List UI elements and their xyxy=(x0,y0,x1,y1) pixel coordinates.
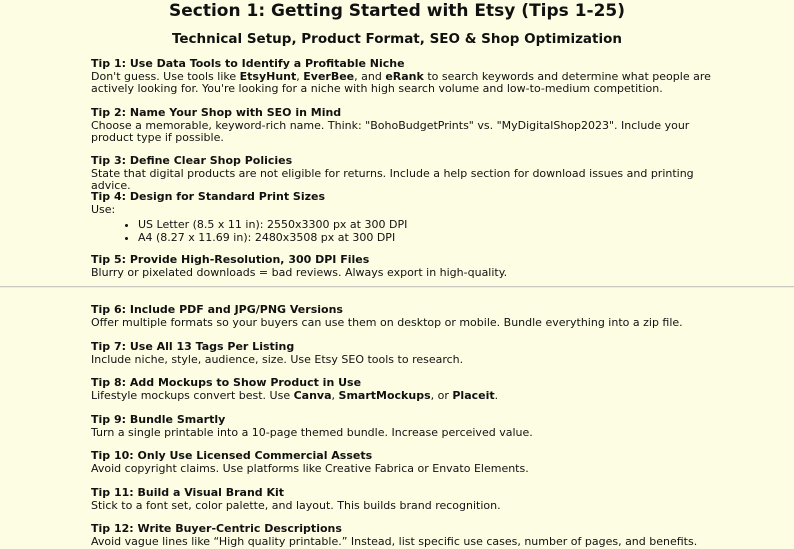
tip-title: Tip 1: Use Data Tools to Identify a Profitable Niche xyxy=(91,57,405,70)
tip-title: Tip 2: Name Your Shop with SEO in Mind xyxy=(91,106,342,119)
tip-body: State that digital products are not eligible for returns. Include a help section for download issues and printing advice. xyxy=(91,166,694,192)
tip-body: Use: xyxy=(91,202,116,216)
tip-body: Blurry or pixelated downloads = bad reviews. Always export in high-quality. xyxy=(91,265,508,279)
tip-5 xyxy=(91,254,731,279)
tip-body xyxy=(91,71,731,96)
tip-1 xyxy=(91,58,731,96)
tip-title: Tip 3: Define Clear Shop Policies xyxy=(91,154,293,167)
tip-body xyxy=(91,390,731,403)
tip-4 xyxy=(91,191,731,244)
tool-canva: Canva xyxy=(293,388,332,402)
tip-body: Turn a single printable into a 10-page themed bundle. Increase perceived value. xyxy=(91,425,533,439)
tip-body: Stick to a font set, color palette, and layout. This builds brand recognition. xyxy=(91,498,501,512)
tip-3 xyxy=(91,155,731,193)
tool-etsyhunt: EtsyHunt xyxy=(239,69,297,83)
tip-title: Tip 12: Write Buyer-Centric Descriptions xyxy=(91,522,342,535)
tool-erank: eRank xyxy=(385,69,424,83)
tip-text: to search keywords and determine what people are actively looking for. You're looking for a niche with high search volume and low-to-medium competition. xyxy=(91,69,711,95)
page-subtitle: Technical Setup, Product Format, SEO & Shop Optimization xyxy=(171,31,623,47)
tip-9 xyxy=(91,414,731,439)
tip-text: . xyxy=(494,388,499,402)
tip-text: , xyxy=(331,388,339,402)
tool-everbee: EverBee xyxy=(303,69,355,83)
tip-2 xyxy=(91,107,731,145)
tip-body: Include niche, style, audience, size. Use Etsy SEO tools to research. xyxy=(91,352,464,366)
tip-title: Tip 6: Include PDF and JPG/PNG Versions xyxy=(91,303,343,316)
tool-placeit: Placeit xyxy=(452,388,495,402)
tip-title: Tip 10: Only Use Licensed Commercial Assets xyxy=(91,449,373,462)
tip-text: , or xyxy=(430,388,453,402)
tip-8 xyxy=(91,377,731,402)
page-title: Section 1: Getting Started with Etsy (Tips 1-25) xyxy=(168,1,626,21)
tip-text: Don't guess. Use tools like xyxy=(91,69,240,83)
tip-text: , xyxy=(296,69,304,83)
page-divider xyxy=(0,286,794,288)
tool-smartmockups: SmartMockups xyxy=(338,388,431,402)
tip-title: Tip 4: Design for Standard Print Sizes xyxy=(91,190,326,203)
list-item: • US Letter (8.5 x 11 in): 2550x3300 px at 300 DPI xyxy=(138,218,731,231)
tip-11 xyxy=(91,487,731,512)
list-item: • A4 (8.27 x 11.69 in): 2480x3508 px at 300 DPI xyxy=(138,231,731,244)
tip-body: Offer multiple formats so your buyers can use them on desktop or mobile. Bundle everything into a zip file. xyxy=(91,315,683,329)
tip-title: Tip 7: Use All 13 Tags Per Listing xyxy=(91,340,295,353)
tip-7 xyxy=(91,341,731,366)
print-size-list xyxy=(91,218,731,244)
tip-title: Tip 9: Bundle Smartly xyxy=(91,413,226,426)
tip-title: Tip 5: Provide High-Resolution, 300 DPI Files xyxy=(91,253,370,266)
tip-10 xyxy=(91,450,731,475)
tip-body: Avoid vague lines like “High quality printable.” Instead, list specific use cases, number of pages, and benefits. xyxy=(91,534,698,548)
tip-title: Tip 8: Add Mockups to Show Product in Use xyxy=(91,376,362,389)
tip-12 xyxy=(91,523,731,548)
tip-text: , and xyxy=(354,69,386,83)
tip-body: Choose a memorable, keyword-rich name. Think: "BohoBudgetPrints" vs. "MyDigitalShop2023". Include your product type if possible. xyxy=(91,118,690,144)
tip-title: Tip 11: Build a Visual Brand Kit xyxy=(91,486,285,499)
tip-text: Lifestyle mockups convert best. Use xyxy=(91,388,294,402)
tip-body: Avoid copyright claims. Use platforms like Creative Fabrica or Envato Elements. xyxy=(91,461,529,475)
tip-6 xyxy=(91,304,731,329)
